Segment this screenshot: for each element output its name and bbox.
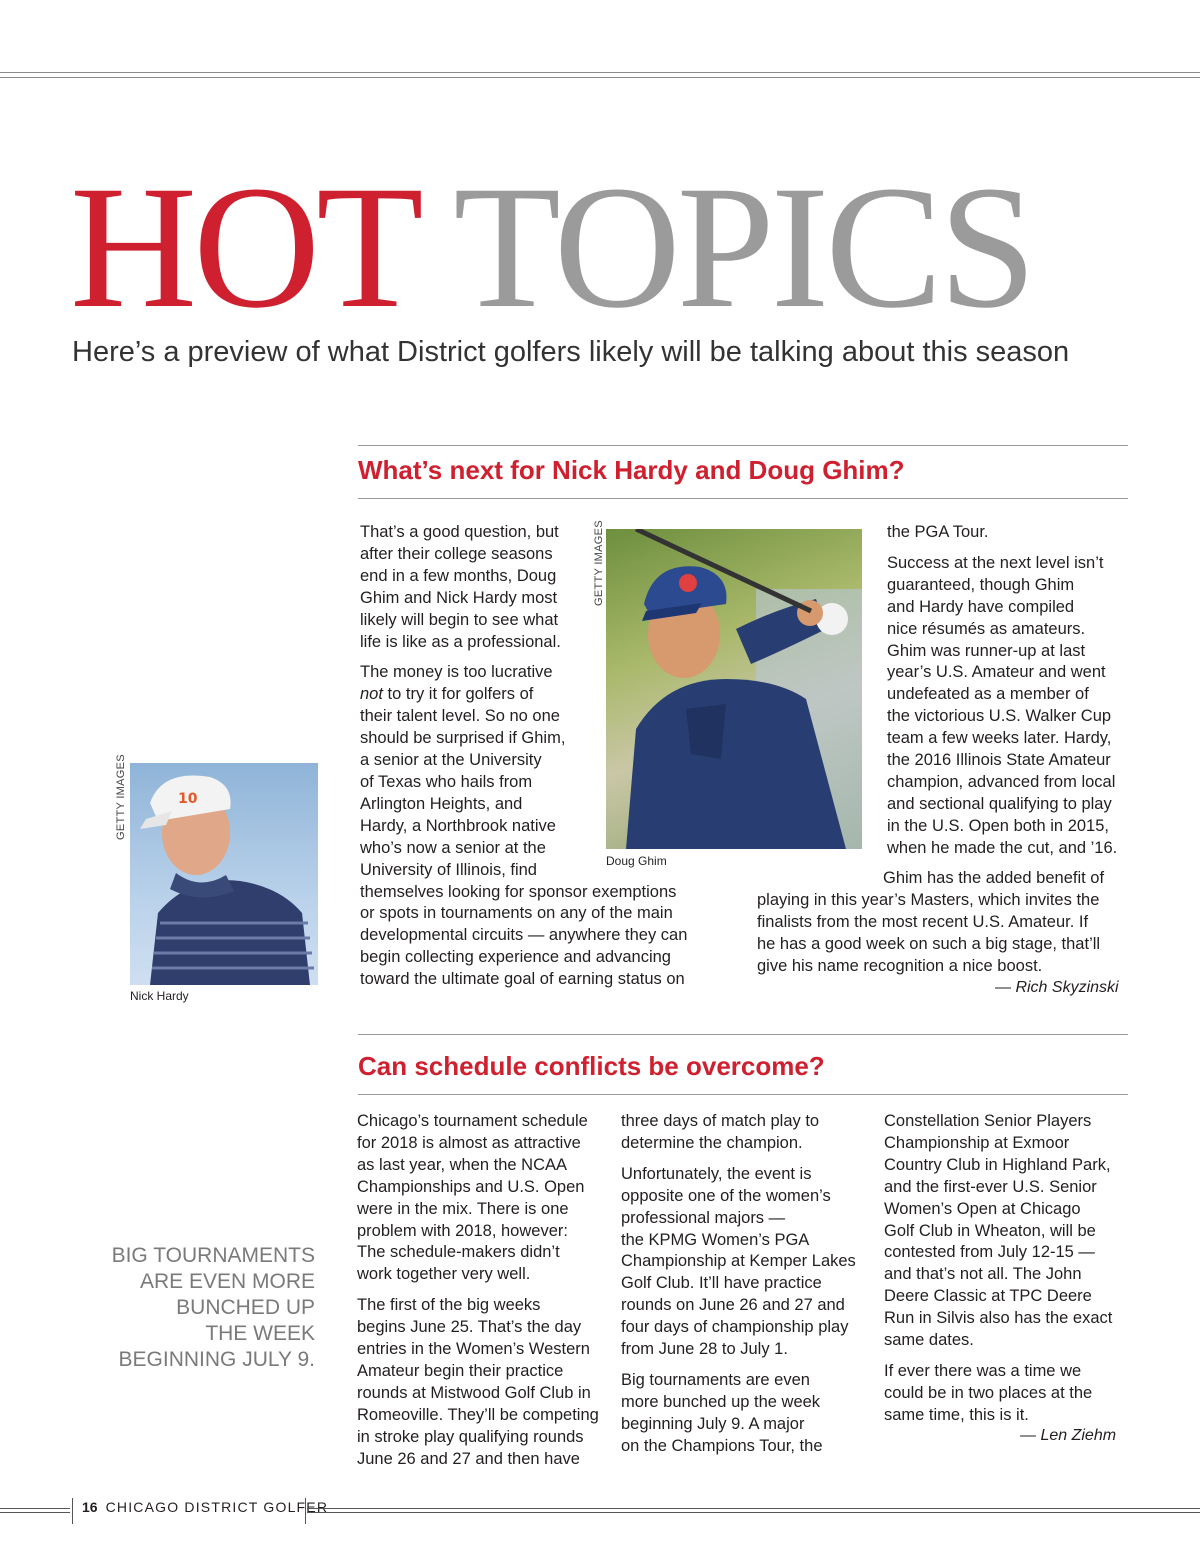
text-line: Constellation Senior Players xyxy=(884,1112,1092,1130)
story2-column-2 xyxy=(621,1111,871,1458)
text-line: begin collecting experience and advancing xyxy=(360,948,671,967)
text-line: Golf Club. It’ll have practice xyxy=(621,1274,822,1293)
text-line: Ghim was runner-up at last xyxy=(887,641,1086,660)
text-line: problem with 2018, however: xyxy=(357,1221,568,1240)
story1-col2-para-2 xyxy=(887,553,1137,860)
text-line: their talent level. So no one xyxy=(360,707,560,726)
story1-column-1 xyxy=(360,522,720,991)
text-line: and Hardy have compiled xyxy=(887,597,1075,616)
text-line: team a few weeks later. Hardy, xyxy=(887,729,1112,748)
story1-column-2-bottom xyxy=(757,868,1137,978)
footer-tick-right xyxy=(305,1498,306,1524)
text-line: to try it for golfers of xyxy=(387,685,534,704)
footer-tick-left xyxy=(72,1498,73,1524)
story2-col2-para-2 xyxy=(621,1164,871,1361)
story2-col3-para-1 xyxy=(884,1111,1134,1352)
text-line: who’s now a senior at the xyxy=(360,838,546,857)
pull-quote-line: ARE EVEN MORE xyxy=(139,1270,315,1293)
text-line: That’s a good question, but xyxy=(360,523,559,541)
page-folio xyxy=(82,1499,328,1515)
pull-quote xyxy=(80,1243,315,1373)
story2-col1-para-1 xyxy=(357,1111,607,1286)
text-line: themselves looking for sponsor exemptions xyxy=(360,882,677,901)
story2-title-rule xyxy=(358,1094,1128,1095)
story2-signature: — Len Ziehm xyxy=(1020,1427,1117,1444)
text-line: the PGA Tour. xyxy=(887,523,989,541)
text-line: he has a good week on such a big stage, that’ll xyxy=(757,934,1101,953)
text-line: three days of match play to xyxy=(621,1112,820,1130)
text-line: The money is too lucrative xyxy=(360,663,553,682)
text-line: entries in the Women’s Western xyxy=(357,1340,590,1359)
text-line: after their college seasons xyxy=(360,544,553,563)
text-line: beginning July 9. A major xyxy=(621,1414,805,1433)
text-line: and the first-ever U.S. Senior xyxy=(884,1177,1097,1196)
nick-hardy-illustration xyxy=(130,763,318,985)
text-line: rounds on June 26 and 27 and xyxy=(621,1296,845,1315)
text-line: guaranteed, though Ghim xyxy=(887,575,1075,594)
text-line: developmental circuits — anywhere they can xyxy=(360,926,688,945)
text-line: June 26 and 27 and then have xyxy=(357,1449,580,1468)
nick-hardy-photo xyxy=(130,763,318,985)
doug-ghim-photo-credit: GETTY IMAGES xyxy=(593,520,605,606)
text-line: year’s U.S. Amateur and went xyxy=(887,663,1106,682)
text-line: same dates. xyxy=(884,1331,974,1350)
text-line: when he made the cut, and ’16. xyxy=(887,838,1118,857)
story2-col3-para-2 xyxy=(884,1361,1134,1427)
text-line: or spots in tournaments on any of the main xyxy=(360,904,673,923)
text-line: rounds at Mistwood Golf Club in xyxy=(357,1383,591,1402)
text-line: life is like as a professional. xyxy=(360,632,561,651)
text-line: on the Champions Tour, the xyxy=(621,1436,823,1455)
pull-quote-line: BIG TOURNAMENTS xyxy=(111,1244,315,1267)
text-line: the KPMG Women’s PGA xyxy=(621,1230,810,1249)
text-line: Amateur begin their practice xyxy=(357,1361,564,1380)
text-line: contested from July 12-15 — xyxy=(884,1243,1095,1262)
text-line: in the U.S. Open both in 2015, xyxy=(887,816,1109,835)
story2-col2-para-3 xyxy=(621,1370,871,1458)
headline-hot: HOT xyxy=(70,150,417,345)
text-line: Championship at Kemper Lakes xyxy=(621,1252,856,1271)
text-line: as last year, when the NCAA xyxy=(357,1155,568,1174)
text-line: the victorious U.S. Walker Cup xyxy=(887,707,1112,726)
text-line: nice résumés as amateurs. xyxy=(887,619,1086,638)
text-line: same time, this is it. xyxy=(884,1405,1029,1424)
text-line: in stroke play qualifying rounds xyxy=(357,1427,584,1446)
text-line: Championship at Exmoor xyxy=(884,1133,1070,1152)
text-line: If ever there was a time we xyxy=(884,1361,1082,1380)
emphasis-not: not xyxy=(360,685,383,704)
story2-col2-para-1 xyxy=(621,1111,871,1155)
text-line: toward the ultimate goal of earning status on xyxy=(360,970,685,989)
text-line: and that’s not all. The John xyxy=(884,1265,1082,1284)
story1-top-rule xyxy=(358,445,1128,446)
top-rule xyxy=(0,72,1200,73)
text-line: a senior at the University xyxy=(360,751,542,770)
text-line: champion, advanced from local xyxy=(887,772,1116,791)
headline xyxy=(70,150,1033,345)
text-line: Unfortunately, the event is xyxy=(621,1164,812,1183)
story1-col2-para-1 xyxy=(887,522,1137,544)
story2-column-1 xyxy=(357,1111,607,1471)
text-line: could be in two places at the xyxy=(884,1383,1093,1402)
deck: Here’s a preview of what District golfers likely will be talking about this season xyxy=(72,336,1070,368)
text-line: Success at the next level isn’t xyxy=(887,553,1104,572)
text-line: and sectional qualifying to play xyxy=(887,794,1112,813)
pull-quote-line: THE WEEK xyxy=(205,1322,315,1345)
story1-col1-para-1 xyxy=(360,522,720,653)
footer-rule-left xyxy=(0,1508,70,1509)
text-line: of Texas who hails from xyxy=(360,772,533,791)
text-line: University of Illinois, find xyxy=(360,860,537,879)
text-line: end in a few months, Doug xyxy=(360,566,557,585)
story2-title: Can schedule conflicts be overcome? xyxy=(358,1051,825,1081)
text-line: work together very well. xyxy=(357,1265,531,1284)
story1-signature: — Rich Skyzinski xyxy=(995,979,1119,996)
text-line: Deere Classic at TPC Deere xyxy=(884,1287,1092,1306)
text-line: likely will begin to see what xyxy=(360,610,559,629)
text-line: Chicago’s tournament schedule xyxy=(357,1112,588,1130)
text-line: Run in Silvis also has the exact xyxy=(884,1309,1113,1328)
headline-topics: TOPICS xyxy=(453,150,1033,345)
publication-name: CHICAGO DISTRICT GOLFER xyxy=(105,1499,329,1515)
story2-top-rule xyxy=(358,1034,1128,1035)
page-number: 16 xyxy=(82,1499,98,1515)
text-line: The first of the big weeks xyxy=(357,1296,541,1315)
pull-quote-line: BUNCHED UP xyxy=(176,1296,315,1319)
text-line: Country Club in Highland Park, xyxy=(884,1155,1111,1174)
story1-col1-para-2 xyxy=(360,662,720,991)
nick-hardy-caption: Nick Hardy xyxy=(130,989,189,1003)
text-line: Golf Club in Wheaton, will be xyxy=(884,1221,1096,1240)
text-line: should be surprised if Ghim, xyxy=(360,729,566,748)
footer-rule-right-2 xyxy=(307,1512,1200,1513)
svg-text:10: 10 xyxy=(178,791,198,807)
text-line: professional majors — xyxy=(621,1208,786,1227)
text-line: were in the mix. There is one xyxy=(357,1199,569,1218)
footer-rule-right xyxy=(307,1508,1200,1509)
story1-col2-para-3 xyxy=(757,868,1137,978)
text-line: Women’s Open at Chicago xyxy=(884,1199,1081,1218)
story1-column-2 xyxy=(887,522,1137,860)
text-line: from June 28 to July 1. xyxy=(621,1340,788,1359)
text-line: Arlington Heights, and xyxy=(360,794,523,813)
text-line: Big tournaments are even xyxy=(621,1370,810,1389)
text-line: give his name recognition a nice boost. xyxy=(757,956,1043,975)
text-line: undefeated as a member of xyxy=(887,685,1089,704)
text-line: finalists from the most recent U.S. Amateur. If xyxy=(757,912,1089,931)
text-line: more bunched up the week xyxy=(621,1392,821,1411)
text-line: playing in this year’s Masters, which invites the xyxy=(757,890,1100,909)
text-line: Romeoville. They’ll be competing xyxy=(357,1405,599,1424)
text-line: opposite one of the women’s xyxy=(621,1186,831,1205)
story1-title-rule xyxy=(358,498,1128,499)
text-line: the 2016 Illinois State Amateur xyxy=(887,751,1111,770)
text-line: four days of championship play xyxy=(621,1318,849,1337)
story2-column-3 xyxy=(884,1111,1134,1427)
text-line: Ghim and Nick Hardy most xyxy=(360,588,558,607)
pull-quote-line: BEGINNING JULY 9. xyxy=(118,1348,315,1371)
text-line: The schedule-makers didn’t xyxy=(357,1243,560,1262)
text-line: for 2018 is almost as attractive xyxy=(357,1133,581,1152)
nick-hardy-photo-credit: GETTY IMAGES xyxy=(115,754,127,840)
story1-title: What’s next for Nick Hardy and Doug Ghim? xyxy=(358,455,905,485)
text-line: Ghim has the added benefit of xyxy=(883,869,1105,887)
text-line: Hardy, a Northbrook native xyxy=(360,816,556,835)
text-line: determine the champion. xyxy=(621,1133,803,1152)
story2-col1-para-2 xyxy=(357,1295,607,1470)
footer-rule-left-2 xyxy=(0,1512,70,1513)
top-rule-2 xyxy=(0,77,1200,78)
text-line: Championships and U.S. Open xyxy=(357,1177,585,1196)
text-line: begins June 25. That’s the day xyxy=(357,1318,582,1337)
doug-ghim-caption: Doug Ghim xyxy=(606,854,667,868)
